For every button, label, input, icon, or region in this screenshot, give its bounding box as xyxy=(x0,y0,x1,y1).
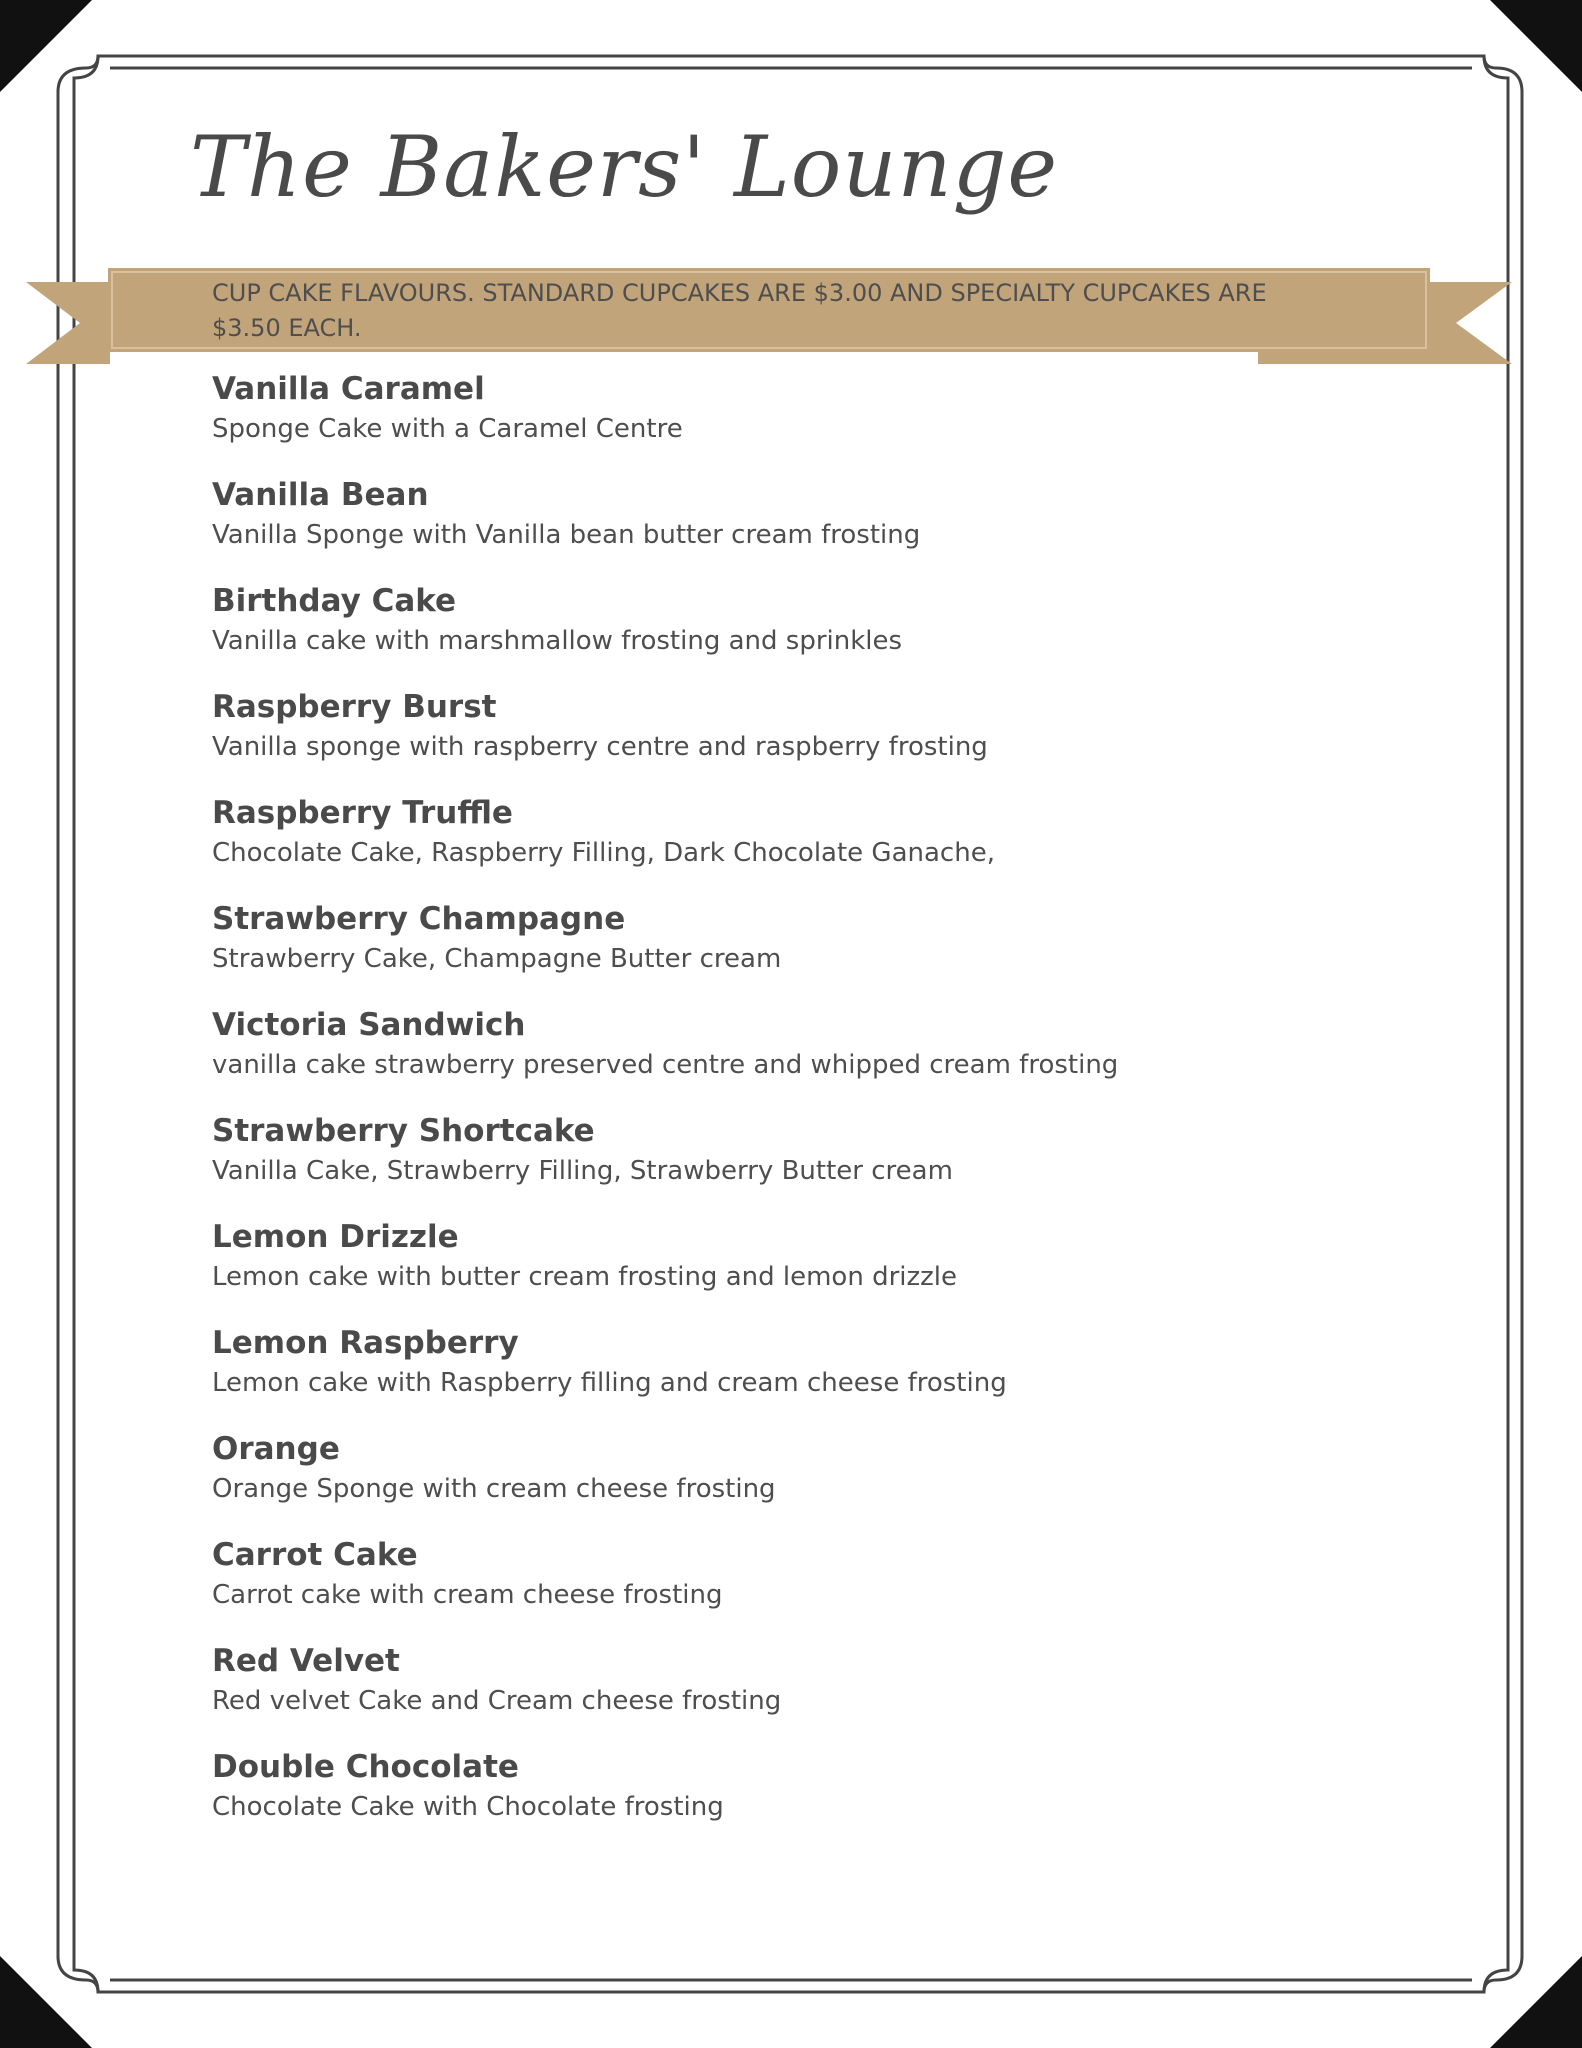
flavour-name: Lemon Raspberry xyxy=(212,1325,519,1361)
flavour-name: Vanilla Caramel xyxy=(212,371,485,407)
flavour-name: Orange xyxy=(212,1431,340,1467)
flavour-name: Birthday Cake xyxy=(212,583,457,619)
flavour-name: Lemon Drizzle xyxy=(212,1219,459,1255)
flavour-description: Vanilla cake with marshmallow frosting and sprinkles xyxy=(212,626,903,656)
flavour-description: Lemon cake with Raspberry filling and cream cheese frosting xyxy=(212,1368,1007,1398)
flavour-description: vanilla cake strawberry preserved centre and whipped cream frosting xyxy=(212,1050,1119,1080)
flavour-list xyxy=(212,368,1412,1852)
list-item xyxy=(212,580,1412,686)
flavour-name: Double Chocolate xyxy=(212,1749,519,1785)
list-item xyxy=(212,1640,1412,1746)
flavour-name: Carrot Cake xyxy=(212,1537,418,1573)
flavour-name: Vanilla Bean xyxy=(212,477,429,513)
list-item xyxy=(212,686,1412,792)
list-item xyxy=(212,1746,1412,1852)
list-item xyxy=(212,1322,1412,1428)
list-item xyxy=(212,1534,1412,1640)
list-item xyxy=(212,368,1412,474)
menu-title: The Bakers' Lounge xyxy=(190,118,1059,216)
flavour-description: Vanilla Sponge with Vanilla bean butter cream frosting xyxy=(212,520,921,550)
list-item xyxy=(212,1428,1412,1534)
flavour-description: Strawberry Cake, Champagne Butter cream xyxy=(212,944,782,974)
flavour-description: Lemon cake with butter cream frosting and lemon drizzle xyxy=(212,1262,957,1292)
flavour-description: Chocolate Cake, Raspberry Filling, Dark Chocolate Ganache, xyxy=(212,838,995,868)
flavour-description: Chocolate Cake with Chocolate frosting xyxy=(212,1792,724,1822)
flavour-name: Red Velvet xyxy=(212,1643,400,1679)
flavour-name: Raspberry Truffle xyxy=(212,795,513,831)
flavour-description: Orange Sponge with cream cheese frosting xyxy=(212,1474,776,1504)
list-item xyxy=(212,1004,1412,1110)
list-item xyxy=(212,1110,1412,1216)
flavour-description: Vanilla sponge with raspberry centre and raspberry frosting xyxy=(212,732,988,762)
list-item xyxy=(212,898,1412,1004)
list-item xyxy=(212,474,1412,580)
list-item xyxy=(212,1216,1412,1322)
ribbon-tail-left xyxy=(26,282,110,364)
flavour-description: Sponge Cake with a Caramel Centre xyxy=(212,414,683,444)
flavour-name: Strawberry Champagne xyxy=(212,901,626,937)
list-item xyxy=(212,792,1412,898)
banner-pricing-text: CUP CAKE FLAVOURS. STANDARD CUPCAKES ARE $3.00 AND SPECIALTY CUPCAKES ARE $3.50 EACH. xyxy=(212,279,1267,342)
flavour-description: Vanilla Cake, Strawberry Filling, Strawberry Butter cream xyxy=(212,1156,953,1186)
flavour-name: Victoria Sandwich xyxy=(212,1007,526,1043)
flavour-description: Carrot cake with cream cheese frosting xyxy=(212,1580,723,1610)
flavour-name: Raspberry Burst xyxy=(212,689,497,725)
flavour-name: Strawberry Shortcake xyxy=(212,1113,595,1149)
flavour-description: Red velvet Cake and Cream cheese frosting xyxy=(212,1686,782,1716)
